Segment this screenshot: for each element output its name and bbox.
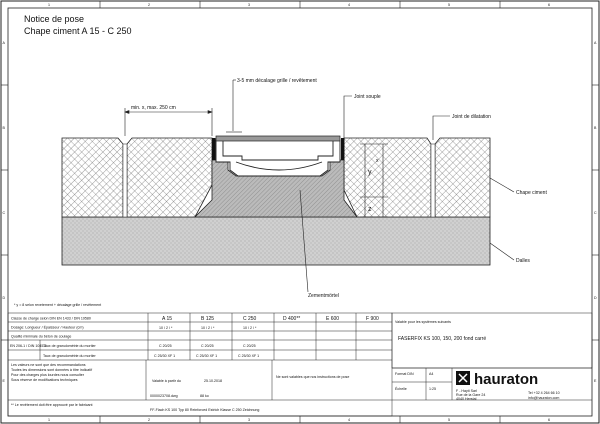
note-line: Toutes les dimensions sont données à titre indicatif — [11, 368, 93, 372]
dims-cell: 10 / 2 / * — [201, 326, 215, 330]
row-letter: E — [2, 379, 5, 383]
file-size: 88 ko — [200, 394, 209, 398]
load-class-cell: F 900 — [366, 316, 379, 322]
scale-label: Échelle — [395, 387, 407, 391]
load-class-cell: D 400** — [283, 316, 301, 322]
row-letter: A — [594, 41, 597, 45]
company-address3: 4040 Herstal — [456, 397, 477, 401]
col-number: 2 — [148, 418, 150, 422]
concrete-cell: C 20/25 — [159, 344, 172, 348]
validity-note: Ne sont valables que nos instructions de pose — [276, 375, 350, 379]
row-letter: E — [594, 379, 597, 383]
table-row-load-class: Classe de charge selon DIN EN 1433 / DIN 19580 — [11, 316, 91, 321]
company-phone: Tel +32 4 264 66 10 — [528, 391, 560, 395]
title-line2: Chape ciment A 15 - C 250 — [24, 26, 132, 36]
row-letter: D — [594, 296, 597, 300]
spec-table — [8, 313, 592, 416]
grate — [216, 136, 340, 141]
validity-label: Valable à partir du — [152, 379, 181, 383]
concrete-cell: C 25/30 XF 1 — [238, 354, 260, 358]
drainage-channel — [216, 140, 340, 176]
row-letter: D — [2, 296, 6, 300]
slab-layer — [62, 217, 490, 265]
mortar-label: Zementmörtel — [308, 293, 339, 299]
col-number: 5 — [448, 3, 450, 7]
scale-value: 1:25 — [429, 387, 436, 391]
format-label: Format DIN — [395, 372, 414, 376]
company-address2: Rue de la Gare 24 — [456, 393, 486, 397]
load-class-cell: A 15 — [162, 316, 173, 322]
load-class-cell: C 250 — [243, 316, 257, 322]
row-letter: B — [2, 126, 5, 130]
row-letter: C — [2, 211, 6, 215]
expansion-joint-right — [431, 144, 435, 217]
concrete-cell: C 20/25 — [201, 344, 214, 348]
footnote: * y = 8 selon revetement + décalage grille / revêtement — [14, 303, 102, 307]
dim-z: z — [368, 206, 372, 213]
row-letter: B — [594, 126, 597, 130]
dims-cells — [159, 326, 257, 330]
row-letter: A — [2, 41, 5, 45]
soft-joint-right — [341, 138, 345, 160]
table-row-concrete: Qualité minimale du béton de coulage — [11, 334, 72, 339]
col-number: 2 — [148, 3, 150, 7]
note-line: Pour des charges plus lourdes nous consulter — [11, 373, 84, 377]
col-number: 1 — [48, 3, 50, 7]
drawing-number: 0000023708.dwg — [150, 394, 178, 398]
col-number: 5 — [448, 418, 450, 422]
col-number: 3 — [248, 418, 250, 422]
dims-cell: 10 / 2 / * — [243, 326, 257, 330]
notes — [11, 363, 92, 382]
min-max-label: min. x, max. 250 cm — [131, 105, 176, 111]
soft-joint-left — [212, 138, 216, 160]
dim-y: y — [368, 169, 372, 176]
col-number: 3 — [248, 3, 250, 7]
dim-x: x — [376, 158, 379, 164]
product-name: FASERFIX KS 100, 150, 200 fond carré — [398, 336, 487, 342]
table-row-mortar-a: Taux de granulométrie du mortier — [43, 344, 96, 348]
title-line1: Notice de pose — [24, 14, 85, 24]
row-letter: C — [594, 211, 597, 215]
load-class-cell: B 125 — [201, 316, 215, 322]
col-number: 6 — [548, 418, 550, 422]
dims-cell: 10 / 2 / * — [159, 326, 173, 330]
note-line: Les valeurs ne sont que des recommandations — [11, 363, 86, 367]
table-row-norm: EN 206-1 / DIN 1045-2 — [10, 344, 47, 348]
col-number: 4 — [348, 418, 350, 422]
offset-label: 3-5 mm décalage grille / revêtement — [237, 78, 317, 84]
valid-systems-label: Valable pour les systèmes suivants — [395, 320, 451, 324]
table-row-mortar-b: Taux de granulométrie du mortier — [43, 354, 96, 358]
screed-label: Chape ciment — [516, 190, 547, 196]
company-name: hauraton — [474, 371, 539, 388]
company-email: info@hauraton.com — [528, 396, 560, 400]
concrete-cell: C 25/30 XF 1 — [154, 354, 176, 358]
soft-joint-label: Joint souple — [354, 94, 381, 100]
table-row-dims: Dosage: Longueur / Épaisseur / Hauteur (cm) — [11, 325, 84, 330]
col-number: 6 — [548, 3, 550, 7]
col-number: 1 — [48, 418, 50, 422]
expansion-joint-label: Joint de dilatation — [452, 114, 491, 120]
hauraton-logo-icon — [456, 371, 470, 385]
slab-label: Dalles — [516, 258, 530, 264]
concrete-cell: C 25/30 XF 1 — [196, 354, 218, 358]
validity-date: 25.10.2018 — [204, 379, 222, 383]
load-classes — [162, 316, 379, 322]
note-line: Sous réserve de modifications techniques — [11, 378, 78, 382]
expansion-joint-left — [123, 144, 127, 217]
format-value: A4 — [429, 372, 434, 376]
concrete-cell: C 20/25 — [243, 344, 256, 348]
company-address1: F - Hayti Sarl — [456, 389, 477, 393]
footnote-2: ** Le revêtement doit être approuvé par le fabricant — [11, 403, 93, 407]
load-class-cell: E 600 — [326, 316, 340, 322]
col-number: 4 — [348, 3, 350, 7]
product-line: FF-Flach KS 100 Typ 80 Reinforced Estrich Klasse C 250 Zeichnung — [150, 408, 260, 412]
concrete-cells — [154, 344, 259, 358]
